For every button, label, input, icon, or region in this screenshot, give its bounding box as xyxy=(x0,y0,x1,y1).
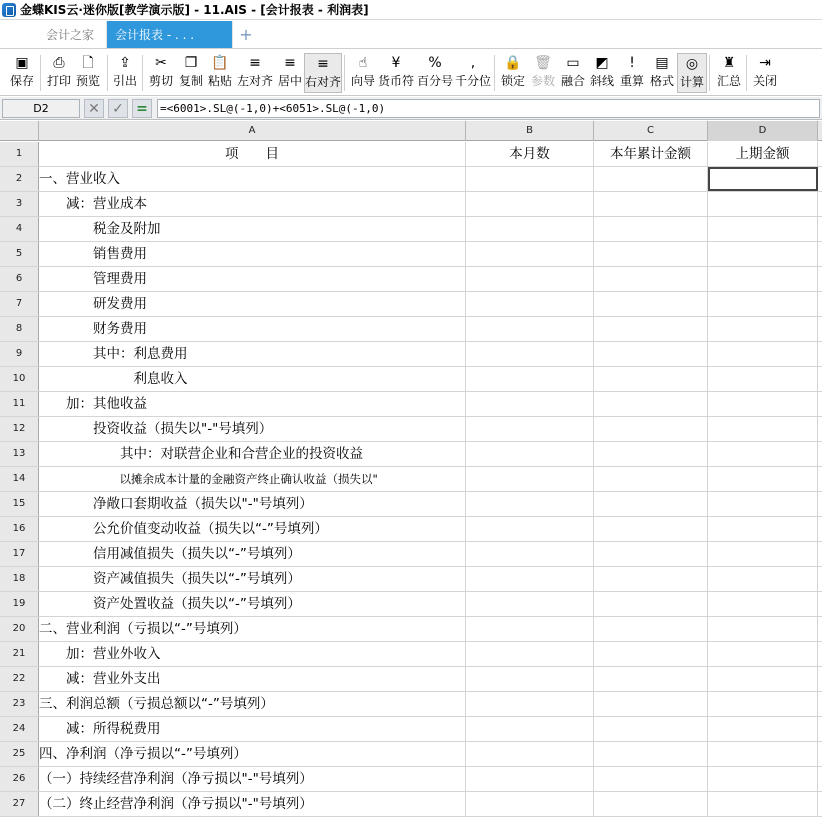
month-cell[interactable] xyxy=(466,292,594,316)
table-row xyxy=(0,392,822,417)
select-all-corner[interactable] xyxy=(0,121,39,141)
column-header-c[interactable]: C xyxy=(594,121,708,141)
item-cell[interactable]: 管理费用 xyxy=(39,267,466,291)
toolbar-button-label: 格式 xyxy=(649,74,674,88)
toolbar-button-label: 货币符 xyxy=(377,74,414,88)
month-cell[interactable] xyxy=(466,742,594,766)
table-row xyxy=(0,592,822,617)
toolbar-button-cut[interactable] xyxy=(146,53,176,93)
formula-input[interactable]: =<6001>.SL@(-1,0)+<6051>.SL@(-1,0) xyxy=(157,99,820,118)
ytd-cell[interactable] xyxy=(594,217,708,241)
table-row xyxy=(0,267,822,292)
item-cell[interactable]: （二）终止经营净利润（净亏损以"-"号填列） xyxy=(39,792,466,816)
prior-cell[interactable] xyxy=(708,467,818,491)
prior-cell[interactable] xyxy=(708,792,818,816)
month-cell[interactable] xyxy=(466,442,594,466)
ytd-cell[interactable] xyxy=(594,267,708,291)
save-icon: ▣ xyxy=(15,55,29,71)
ytd-cell[interactable] xyxy=(594,292,708,316)
column-header-d[interactable]: D xyxy=(708,121,818,141)
row-number[interactable]: 10 xyxy=(0,367,39,391)
add-tab-icon[interactable]: + xyxy=(239,25,253,44)
month-cell[interactable] xyxy=(466,167,594,191)
month-cell[interactable] xyxy=(466,492,594,516)
toolbar-button-label: 保存 xyxy=(9,74,34,88)
ytd-cell[interactable] xyxy=(594,692,708,716)
tab-accounting-home[interactable]: 会计之家 xyxy=(34,21,107,48)
item-cell[interactable]: 以摊余成本计量的金融资产终止确认收益（损失以" xyxy=(39,467,466,491)
prior-cell[interactable] xyxy=(708,192,818,216)
table-row xyxy=(0,617,822,642)
table-row xyxy=(0,792,822,817)
toolbar-button-label: 打印 xyxy=(46,74,71,88)
item-cell[interactable]: 资产减值损失（损失以“-”号填列） xyxy=(39,567,466,591)
row-number[interactable]: 19 xyxy=(0,592,39,616)
ytd-cell[interactable] xyxy=(594,767,708,791)
item-cell[interactable]: 减：营业外支出 xyxy=(39,667,466,691)
toolbar-button-copy[interactable] xyxy=(176,53,206,93)
toolbar xyxy=(0,50,822,96)
window-title: 金蝶KIS云·迷你版[教学演示版] - 11.AIS - [会计报表 - 利润表] xyxy=(20,3,369,17)
item-cell[interactable]: 净敞口套期收益（损失以"-"号填列） xyxy=(39,492,466,516)
toolbar-button-currency[interactable] xyxy=(376,53,416,93)
month-cell[interactable] xyxy=(466,517,594,541)
prior-cell[interactable] xyxy=(708,592,818,616)
row-number[interactable]: 22 xyxy=(0,667,39,691)
cell-reference-box[interactable]: D2 xyxy=(2,99,80,118)
prior-cell[interactable] xyxy=(708,267,818,291)
prior-cell[interactable] xyxy=(708,567,818,591)
row-number[interactable]: 23 xyxy=(0,692,39,716)
align-center-icon: ≡ xyxy=(284,55,296,71)
row-number[interactable]: 6 xyxy=(0,267,39,291)
row-number[interactable]: 9 xyxy=(0,342,39,366)
ytd-cell[interactable] xyxy=(594,617,708,641)
close-icon: ⇥ xyxy=(759,55,771,71)
row-number[interactable]: 11 xyxy=(0,392,39,416)
item-cell[interactable]: 减：营业成本 xyxy=(39,192,466,216)
toolbar-button-label: 复制 xyxy=(178,74,203,88)
table-row xyxy=(0,717,822,742)
toolbar-button-label: 百分号 xyxy=(416,74,453,88)
toolbar-button-label: 左对齐 xyxy=(236,74,273,88)
month-cell[interactable] xyxy=(466,342,594,366)
month-cell[interactable] xyxy=(466,317,594,341)
ytd-cell[interactable] xyxy=(594,242,708,266)
table-row xyxy=(0,192,822,217)
toolbar-button-label: 千分位 xyxy=(454,74,491,88)
month-cell[interactable] xyxy=(466,217,594,241)
export-icon: ⇪ xyxy=(119,55,131,71)
table-row xyxy=(0,492,822,517)
toolbar-button-label: 剪切 xyxy=(148,74,173,88)
ytd-cell[interactable] xyxy=(594,567,708,591)
toolbar-separator xyxy=(746,55,747,91)
item-cell[interactable]: 加：营业外收入 xyxy=(39,642,466,666)
row-number[interactable]: 26 xyxy=(0,767,39,791)
item-cell[interactable]: （一）持续经营净利润（净亏损以"-"号填列） xyxy=(39,767,466,791)
toolbar-button-save[interactable] xyxy=(8,53,36,93)
ytd-cell[interactable] xyxy=(594,592,708,616)
month-cell[interactable] xyxy=(466,542,594,566)
toolbar-button-align-left[interactable] xyxy=(235,53,275,93)
item-cell[interactable]: 资产处置收益（损失以“-”号填列） xyxy=(39,592,466,616)
row-number[interactable]: 2 xyxy=(0,167,39,191)
column-header-b[interactable]: B xyxy=(466,121,594,141)
month-cell[interactable] xyxy=(466,592,594,616)
toolbar-button-label: 汇总 xyxy=(716,74,741,88)
month-cell[interactable] xyxy=(466,667,594,691)
month-cell[interactable] xyxy=(466,642,594,666)
summary-icon: ♜ xyxy=(722,55,736,71)
ytd-cell[interactable] xyxy=(594,792,708,816)
month-cell[interactable] xyxy=(466,767,594,791)
prior-cell[interactable] xyxy=(708,442,818,466)
toolbar-button-print[interactable] xyxy=(44,53,74,93)
row-number[interactable]: 21 xyxy=(0,642,39,666)
tab-accounting-report[interactable]: 会计报表 - . . . xyxy=(107,21,233,48)
item-cell[interactable]: 其中：利息费用 xyxy=(39,342,466,366)
header-cell-prior[interactable]: 上期金额 xyxy=(708,142,818,166)
table-row xyxy=(0,167,822,192)
item-cell[interactable]: 销售费用 xyxy=(39,242,466,266)
toolbar-button-label: 关闭 xyxy=(752,74,777,88)
table-row xyxy=(0,517,822,542)
table-row xyxy=(0,242,822,267)
table-header-row xyxy=(0,142,822,167)
row-number[interactable]: 12 xyxy=(0,417,39,441)
toolbar-button-thousands[interactable] xyxy=(453,53,493,93)
toolbar-button-align-right[interactable] xyxy=(304,53,342,93)
table-row xyxy=(0,692,822,717)
item-cell[interactable]: 其中：对联营企业和合营企业的投资收益 xyxy=(39,442,466,466)
prior-cell[interactable] xyxy=(708,367,818,391)
row-number[interactable]: 17 xyxy=(0,542,39,566)
month-cell[interactable] xyxy=(466,367,594,391)
cancel-edit-icon[interactable]: ✕ xyxy=(84,99,104,118)
toolbar-button-label: 锁定 xyxy=(500,74,525,88)
ytd-cell[interactable] xyxy=(594,542,708,566)
prior-cell[interactable] xyxy=(708,517,818,541)
row-number[interactable]: 7 xyxy=(0,292,39,316)
ytd-cell[interactable] xyxy=(594,742,708,766)
ytd-cell[interactable] xyxy=(594,317,708,341)
table-row xyxy=(0,667,822,692)
toolbar-button-export[interactable] xyxy=(111,53,139,93)
prior-cell[interactable] xyxy=(708,342,818,366)
prior-cell[interactable] xyxy=(708,642,818,666)
month-cell[interactable] xyxy=(466,192,594,216)
ytd-cell[interactable] xyxy=(594,667,708,691)
toolbar-button-label: 斜线 xyxy=(589,74,614,88)
toolbar-button-label: 预览 xyxy=(75,74,100,88)
parameter-icon: 🗑 xyxy=(534,55,552,71)
ytd-cell[interactable] xyxy=(594,367,708,391)
row-number[interactable]: 27 xyxy=(0,792,39,816)
ytd-cell[interactable] xyxy=(594,642,708,666)
table-row xyxy=(0,217,822,242)
item-cell[interactable]: 加：其他收益 xyxy=(39,392,466,416)
copy-icon: ❐ xyxy=(184,55,198,71)
ytd-cell[interactable] xyxy=(594,167,708,191)
toolbar-button-diagonal[interactable] xyxy=(587,53,617,93)
prior-cell[interactable] xyxy=(708,542,818,566)
row-number[interactable]: 15 xyxy=(0,492,39,516)
table-row xyxy=(0,442,822,467)
table-row xyxy=(0,467,822,492)
item-cell[interactable]: 信用减值损失（损失以“-”号填列） xyxy=(39,542,466,566)
align-left-icon: ≡ xyxy=(249,55,261,71)
month-cell[interactable] xyxy=(466,417,594,441)
header-cell-item[interactable]: 项 目 xyxy=(39,142,466,166)
toolbar-button-label: 融合 xyxy=(560,74,585,88)
toolbar-separator xyxy=(494,55,495,91)
document-tab-bar xyxy=(0,21,822,49)
toolbar-separator xyxy=(142,55,143,91)
confirm-edit-icon[interactable]: ✓ xyxy=(108,99,128,118)
toolbar-button-percent[interactable] xyxy=(415,53,455,93)
table-row xyxy=(0,742,822,767)
row-number[interactable]: 1 xyxy=(0,142,39,166)
toolbar-button-label: 计算 xyxy=(679,75,704,89)
row-number[interactable]: 25 xyxy=(0,742,39,766)
table-row xyxy=(0,367,822,392)
wizard-icon: ☝ xyxy=(358,55,368,71)
table-row xyxy=(0,542,822,567)
ytd-cell[interactable] xyxy=(594,717,708,741)
currency-icon: ¥ xyxy=(391,55,401,71)
print-icon: ⎙ xyxy=(53,55,65,71)
prior-cell[interactable] xyxy=(708,717,818,741)
item-cell[interactable]: 利息收入 xyxy=(39,367,466,391)
title-bar xyxy=(0,0,822,20)
table-row xyxy=(0,767,822,792)
row-number[interactable]: 20 xyxy=(0,617,39,641)
row-number[interactable]: 3 xyxy=(0,192,39,216)
item-cell[interactable]: 二、营业利润（亏损以“-”号填列） xyxy=(39,617,466,641)
ytd-cell[interactable] xyxy=(594,442,708,466)
toolbar-button-merge[interactable] xyxy=(558,53,588,93)
month-cell[interactable] xyxy=(466,792,594,816)
row-number[interactable]: 16 xyxy=(0,517,39,541)
row-number[interactable]: 13 xyxy=(0,442,39,466)
toolbar-button-lock[interactable] xyxy=(498,53,528,93)
ytd-cell[interactable] xyxy=(594,492,708,516)
ytd-cell[interactable] xyxy=(594,517,708,541)
item-cell[interactable]: 减：所得税费用 xyxy=(39,717,466,741)
month-cell[interactable] xyxy=(466,692,594,716)
row-number[interactable]: 8 xyxy=(0,317,39,341)
toolbar-button-close[interactable] xyxy=(750,53,780,93)
month-cell[interactable] xyxy=(466,267,594,291)
equals-function-icon[interactable]: = xyxy=(132,99,152,118)
toolbar-button-label: 粘贴 xyxy=(207,74,232,88)
ytd-cell[interactable] xyxy=(594,392,708,416)
lock-icon: 🔒 xyxy=(504,55,522,71)
prior-cell[interactable] xyxy=(708,692,818,716)
grid-rows xyxy=(0,142,822,817)
calculate-icon: ◎ xyxy=(685,56,699,72)
toolbar-button-label: 右对齐 xyxy=(305,75,342,89)
format-icon: ▤ xyxy=(655,55,669,71)
row-number[interactable]: 24 xyxy=(0,717,39,741)
prior-cell[interactable] xyxy=(708,742,818,766)
item-cell[interactable]: 三、利润总额（亏损总额以“-”号填列） xyxy=(39,692,466,716)
item-cell[interactable]: 一、营业收入 xyxy=(39,167,466,191)
prior-cell[interactable] xyxy=(708,767,818,791)
diagonal-icon: ◩ xyxy=(595,55,609,71)
toolbar-button-label: 引出 xyxy=(112,74,137,88)
table-row xyxy=(0,342,822,367)
ytd-cell[interactable] xyxy=(594,417,708,441)
ytd-cell[interactable] xyxy=(594,342,708,366)
toolbar-button-preview[interactable] xyxy=(73,53,103,93)
row-number[interactable]: 5 xyxy=(0,242,39,266)
prior-cell[interactable] xyxy=(708,617,818,641)
month-cell[interactable] xyxy=(466,717,594,741)
prior-cell[interactable] xyxy=(708,667,818,691)
selected-cell-d2[interactable] xyxy=(708,167,818,191)
month-cell[interactable] xyxy=(466,392,594,416)
percent-icon: % xyxy=(428,55,442,71)
toolbar-separator xyxy=(107,55,108,91)
paste-icon: 📋 xyxy=(211,55,229,71)
toolbar-button-summary[interactable] xyxy=(714,53,744,93)
column-header-a[interactable]: A xyxy=(39,121,466,141)
toolbar-separator xyxy=(40,55,41,91)
item-cell[interactable]: 税金及附加 xyxy=(39,217,466,241)
toolbar-button-label: 向导 xyxy=(350,74,375,88)
toolbar-button-align-center[interactable] xyxy=(275,53,305,93)
prior-cell[interactable] xyxy=(708,292,818,316)
toolbar-button-calculate[interactable] xyxy=(677,53,707,93)
item-cell[interactable]: 研发费用 xyxy=(39,292,466,316)
item-cell[interactable]: 财务费用 xyxy=(39,317,466,341)
prior-cell[interactable] xyxy=(708,492,818,516)
item-cell[interactable]: 投资收益（损失以"-"号填列） xyxy=(39,417,466,441)
toolbar-button-label: 居中 xyxy=(277,74,302,88)
align-right-icon: ≡ xyxy=(317,56,329,72)
toolbar-button-label: 重算 xyxy=(619,74,644,88)
toolbar-button-wizard[interactable] xyxy=(348,53,378,93)
thousands-icon: , xyxy=(470,55,476,71)
prior-cell[interactable] xyxy=(708,242,818,266)
merge-icon: ▭ xyxy=(566,55,580,71)
prior-cell[interactable] xyxy=(708,417,818,441)
toolbar-button-recalc[interactable] xyxy=(617,53,647,93)
item-cell[interactable]: 公允价值变动收益（损失以“-”号填列） xyxy=(39,517,466,541)
toolbar-separator xyxy=(344,55,345,91)
toolbar-button-label: 参数 xyxy=(530,74,555,88)
prior-cell[interactable] xyxy=(708,392,818,416)
formula-bar xyxy=(0,97,822,120)
cut-icon: ✂ xyxy=(155,55,167,71)
table-row xyxy=(0,317,822,342)
spreadsheet-grid xyxy=(0,121,822,819)
table-row xyxy=(0,417,822,442)
month-cell[interactable] xyxy=(466,617,594,641)
preview-icon: 🗋 xyxy=(82,55,94,71)
recalc-icon: ! xyxy=(629,55,635,71)
header-cell-ytd[interactable]: 本年累计金额 xyxy=(594,142,708,166)
row-number[interactable]: 18 xyxy=(0,567,39,591)
toolbar-button-paste[interactable] xyxy=(205,53,235,93)
toolbar-separator xyxy=(709,55,710,91)
month-cell[interactable] xyxy=(466,467,594,491)
prior-cell[interactable] xyxy=(708,317,818,341)
header-cell-month[interactable]: 本月数 xyxy=(466,142,594,166)
item-cell[interactable]: 四、净利润（净亏损以“-”号填列） xyxy=(39,742,466,766)
toolbar-button-parameter[interactable] xyxy=(528,53,558,93)
table-row xyxy=(0,292,822,317)
month-cell[interactable] xyxy=(466,242,594,266)
prior-cell[interactable] xyxy=(708,217,818,241)
column-header-row xyxy=(0,121,822,141)
toolbar-button-format[interactable] xyxy=(647,53,677,93)
table-row xyxy=(0,567,822,592)
row-number[interactable]: 14 xyxy=(0,467,39,491)
row-number[interactable]: 4 xyxy=(0,217,39,241)
month-cell[interactable] xyxy=(466,567,594,591)
table-row xyxy=(0,642,822,667)
ytd-cell[interactable] xyxy=(594,192,708,216)
app-logo-icon xyxy=(2,3,16,17)
ytd-cell[interactable] xyxy=(594,467,708,491)
